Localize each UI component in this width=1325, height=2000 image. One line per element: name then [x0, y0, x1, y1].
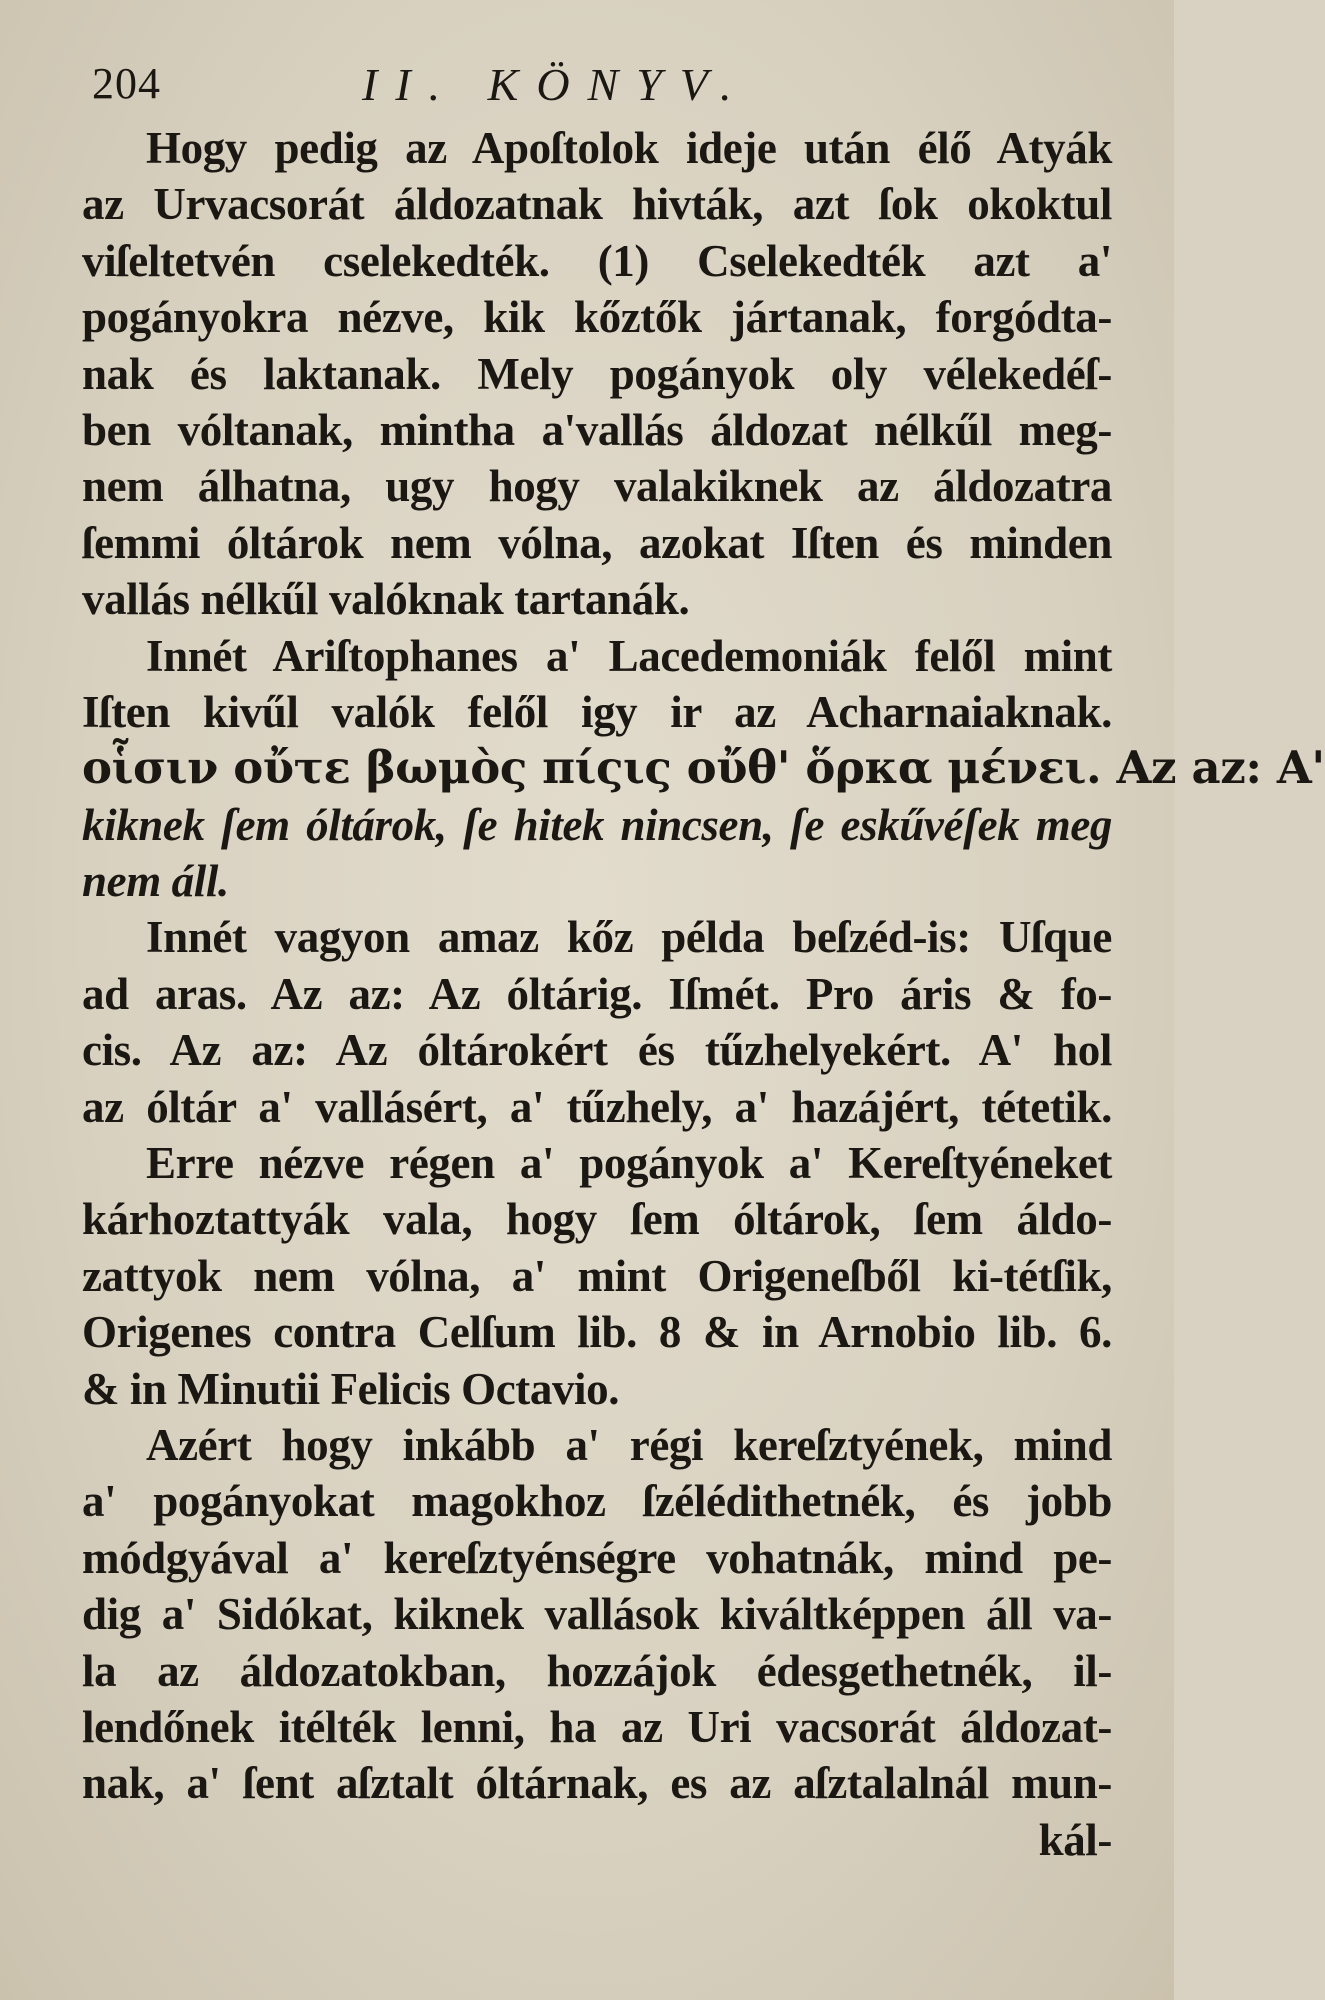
text-line: a' pogányokat magokhoz ſzélédithetnék, és jobb: [82, 1476, 1112, 1527]
text-line: kárhoztattyák vala, hogy ſem óltárok, ſem áldo-: [82, 1194, 1112, 1245]
text-line: viſeltetvén cselekedték. (1) Cselekedték azt a': [82, 235, 1112, 286]
page-body-text: [82, 120, 1325, 1868]
text-line: ad aras. Az az: Az óltárig. Iſmét. Pro áris & fo-: [82, 968, 1112, 1019]
text-line: dig a' Sidókat, kiknek vallások kiváltképpen áll va-: [82, 1589, 1112, 1640]
text-line: kiknek ſem óltárok, ſe hitek nincsen, ſe eskűvéſek meg: [82, 799, 1112, 850]
text-line: az Urvacsorát áldozatnak hivták, azt ſok okoktul: [82, 179, 1112, 230]
text-line: ſemmi óltárok nem vólna, azokat Iſten és minden: [82, 517, 1112, 568]
text-line: ben vóltanak, mintha a'vallás áldozat nélkűl meg-: [82, 404, 1112, 455]
text-line: οἷσιν οὔτε βωμὸς πίςις οὔθ' ὅρκα μένει. Az az: A': [82, 741, 1325, 795]
text-line: pogányokra nézve, kik kőztők jártanak, forgódta-: [82, 292, 1112, 343]
page-number: 204: [92, 59, 161, 108]
text-line: Iſten kivűl valók felől igy ir az Acharnaiaknak.: [82, 686, 1112, 737]
text-line: Innét Ariſtophanes a' Lacedemoniák felől mint: [146, 630, 1112, 681]
text-line: la az áldozatokban, hozzájok édesgethetnék, il-: [82, 1645, 1112, 1696]
running-head: II. KÖNYV.: [362, 59, 750, 110]
text-line: kál-: [1038, 1814, 1112, 1865]
page-header: [92, 58, 1092, 118]
text-line: zattyok nem vólna, a' mint Origeneſből ki-tétſik,: [82, 1250, 1112, 1301]
text-line: nak, a' ſent aſztalt óltárnak, es az aſztalalnál mun-: [82, 1758, 1112, 1809]
text-line: nem áll.: [82, 856, 229, 907]
text-line: Hogy pedig az Apoſtolok ideje után élő Atyák: [146, 123, 1112, 173]
text-line: cis. Az az: Az óltárokért és tűzhelyekért. A' hol: [82, 1025, 1112, 1076]
text-line: & in Minutii Felicis Octavio.: [82, 1363, 620, 1414]
text-line: Erre nézve régen a' pogányok a' Kereſtyéneket: [146, 1138, 1112, 1189]
text-line: Azért hogy inkább a' régi kereſztyének, mind: [146, 1419, 1112, 1470]
text-line: nak és laktanak. Mely pogányok oly vélekedéſ-: [82, 348, 1112, 399]
text-line: nem álhatna, ugy hogy valakiknek az áldozatra: [82, 461, 1112, 512]
text-line: módgyával a' kereſztyénségre vohatnák, mind pe-: [82, 1532, 1112, 1583]
text-line: lendőnek itélték lenni, ha az Uri vacsorát áldozat-: [82, 1701, 1112, 1752]
text-line: vallás nélkűl valóknak tartanák.: [82, 574, 690, 625]
text-line: Origenes contra Celſum lib. 8 & in Arnobio lib. 6.: [82, 1307, 1112, 1358]
text-line: az óltár a' vallásért, a' tűzhely, a' hazájért, tétetik.: [82, 1081, 1112, 1132]
text-line: Innét vagyon amaz kőz példa beſzéd-is: Uſque: [146, 912, 1112, 963]
